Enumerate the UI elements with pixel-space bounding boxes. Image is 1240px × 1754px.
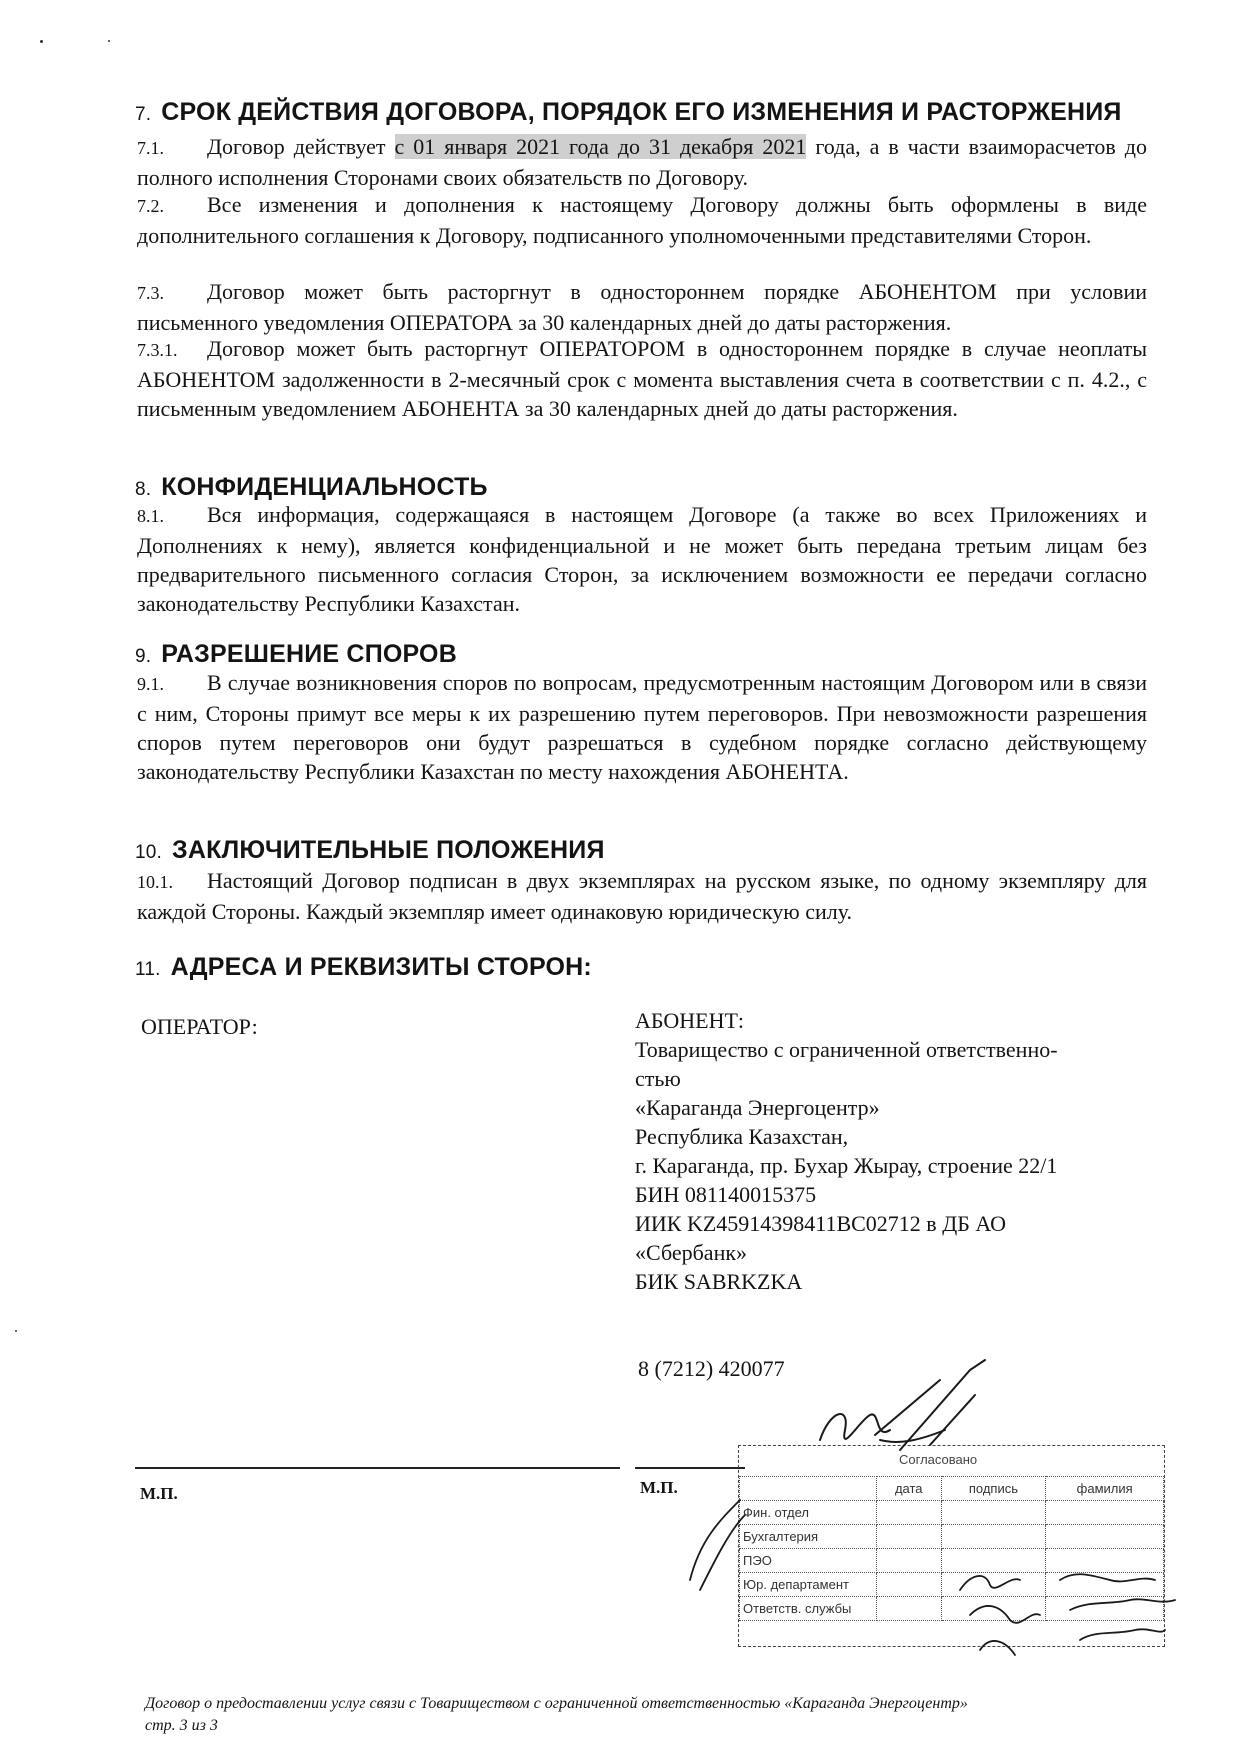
abonent-line: г. Караганда, пр. Бухар Жырау, строение 22/1 bbox=[635, 1153, 1058, 1178]
stamp-header-surname: фамилия bbox=[1046, 1477, 1164, 1501]
abonent-line: Товарищество с ограниченной ответственно- bbox=[635, 1037, 1058, 1062]
abonent-seal-label: М.П. bbox=[640, 1478, 678, 1497]
footer-document-title: Договор о предоставлении услуг связи с Товариществом с ограниченной ответственностью «Караганда Энергоцентр» bbox=[145, 1695, 968, 1712]
abonent-line: Республика Казахстан, bbox=[635, 1124, 849, 1149]
abonent-label: АБОНЕНТ: bbox=[635, 1008, 745, 1033]
stamp-signatures bbox=[690, 1500, 1175, 1655]
stamp-row: Фин. отдел bbox=[740, 1501, 1164, 1525]
clause-9-1: 9.1. В случае возникновения споров по вопросам, предусмотренным настоящим Договором или в связи с ним, Стороны примут все меры к их разрешению путем переговоров. При невозможности разрешения споров путем переговоров они будут разрешаться в судебном порядке согласно действующему законодательству Республики Казахстан по месту нахождения АБОНЕНТА. bbox=[137, 670, 1147, 784]
section-9-title: РАЗРЕШЕНИЕ СПОРОВ bbox=[161, 640, 457, 668]
section-10-title: ЗАКЛЮЧИТЕЛЬНЫЕ ПОЛОЖЕНИЯ bbox=[172, 836, 605, 864]
abonent-line: «Караганда Энергоцентр» bbox=[635, 1095, 880, 1120]
clause-7-2: 7.2. Все изменения и дополнения к настоящему Договору должны быть оформлены в виде дополнительного соглашения к Договору, подписанного уполномоченными представителями Сторон. bbox=[137, 192, 1147, 248]
abonent-signature bbox=[820, 1360, 985, 1450]
section-7-title: СРОК ДЕЙСТВИЯ ДОГОВОРА, ПОРЯДОК ЕГО ИЗМЕНЕНИЯ И РАСТОРЖЕНИЯ bbox=[161, 98, 1122, 126]
scan-speck bbox=[15, 1330, 17, 1332]
section-11-title: АДРЕСА И РЕКВИЗИТЫ СТОРОН: bbox=[170, 953, 592, 981]
abonent-phone: 8 (7212) 420077 bbox=[638, 1356, 785, 1381]
scan-speck bbox=[108, 40, 110, 42]
operator-seal-label: М.П. bbox=[140, 1484, 178, 1503]
abonent-line: стью bbox=[635, 1066, 681, 1091]
abonent-line: «Сбербанк» bbox=[635, 1240, 748, 1265]
operator-label: ОПЕРАТОР: bbox=[141, 1014, 258, 1039]
page-footer bbox=[145, 1693, 968, 1737]
clause-7-1: 7.1. Договор действует с 01 января 2021 года до 31 декабря 2021 года, а в части взаиморасчетов до полного исполнения Сторонами своих обязательств по Договору. bbox=[137, 134, 1147, 190]
section-11-heading: 11. АДРЕСА И РЕКВИЗИТЫ СТОРОН: bbox=[135, 953, 592, 981]
stamp-title: Согласовано bbox=[899, 1452, 978, 1467]
clause-7-3: 7.3. Договор может быть расторгнут в одностороннем порядке АБОНЕНТОМ при условии письменного уведомления ОПЕРАТОРА за 30 календарных дней до даты расторжения. bbox=[137, 279, 1147, 335]
stamp-row: Бухгалтерия bbox=[740, 1525, 1164, 1549]
stamp-row: ПЭО bbox=[740, 1549, 1164, 1573]
stamp-header-date: дата bbox=[877, 1477, 942, 1501]
section-10-heading: 10. ЗАКЛЮЧИТЕЛЬНЫЕ ПОЛОЖЕНИЯ bbox=[135, 836, 605, 864]
section-8-heading: 8. КОНФИДЕНЦИАЛЬНОСТЬ bbox=[135, 473, 488, 501]
clause-8-1: 8.1. Вся информация, содержащаяся в настоящем Договоре (а также во всех Приложениях и Дополнениях к нему), является конфиденциальной и не может быть передана третьим лицам без предварительного письменного согласия Сторон, за исключением возможности ее передачи согласно законодательству Республики Казахстан. bbox=[137, 502, 1147, 616]
section-9-heading: 9. РАЗРЕШЕНИЕ СПОРОВ bbox=[135, 640, 457, 668]
clause-10-1: 10.1. Настоящий Договор подписан в двух экземплярах на русском языке, по одному экземпляру для каждой Стороны. Каждый экземпляр имеет одинаковую юридическую силу. bbox=[137, 868, 1147, 924]
footer-page-number: стр. 3 из 3 bbox=[145, 1717, 218, 1734]
stamp-header-signature: подпись bbox=[941, 1477, 1046, 1501]
contract-term-highlight: с 01 января 2021 года до 31 декабря 2021 bbox=[394, 134, 807, 159]
section-7-heading: 7. СРОК ДЕЙСТВИЯ ДОГОВОРА, ПОРЯДОК ЕГО ИЗМЕНЕНИЯ И РАСТОРЖЕНИЯ bbox=[135, 98, 1122, 126]
clause-7-3-1: 7.3.1. Договор может быть расторгнут ОПЕРАТОРОМ в одностороннем порядке в случае неоплаты АБОНЕНТОМ задолженности в 2-месячный срок с момента выставления счета в соответствии с п. 4.2., с письменным уведомлением АБОНЕНТА за 30 календарных дней до даты расторжения. bbox=[137, 336, 1147, 421]
scan-speck bbox=[40, 40, 43, 43]
stamp-row: Юр. департамент bbox=[740, 1573, 1164, 1597]
abonent-line: ИИК KZ45914398411BC02712 в ДБ АО bbox=[635, 1211, 1007, 1236]
abonent-line: БИН 081140015375 bbox=[635, 1182, 817, 1207]
abonent-line: БИК SABRKZKA bbox=[635, 1269, 803, 1294]
section-8-title: КОНФИДЕНЦИАЛЬНОСТЬ bbox=[161, 473, 488, 501]
stamp-row: Ответств. службы bbox=[740, 1597, 1164, 1621]
